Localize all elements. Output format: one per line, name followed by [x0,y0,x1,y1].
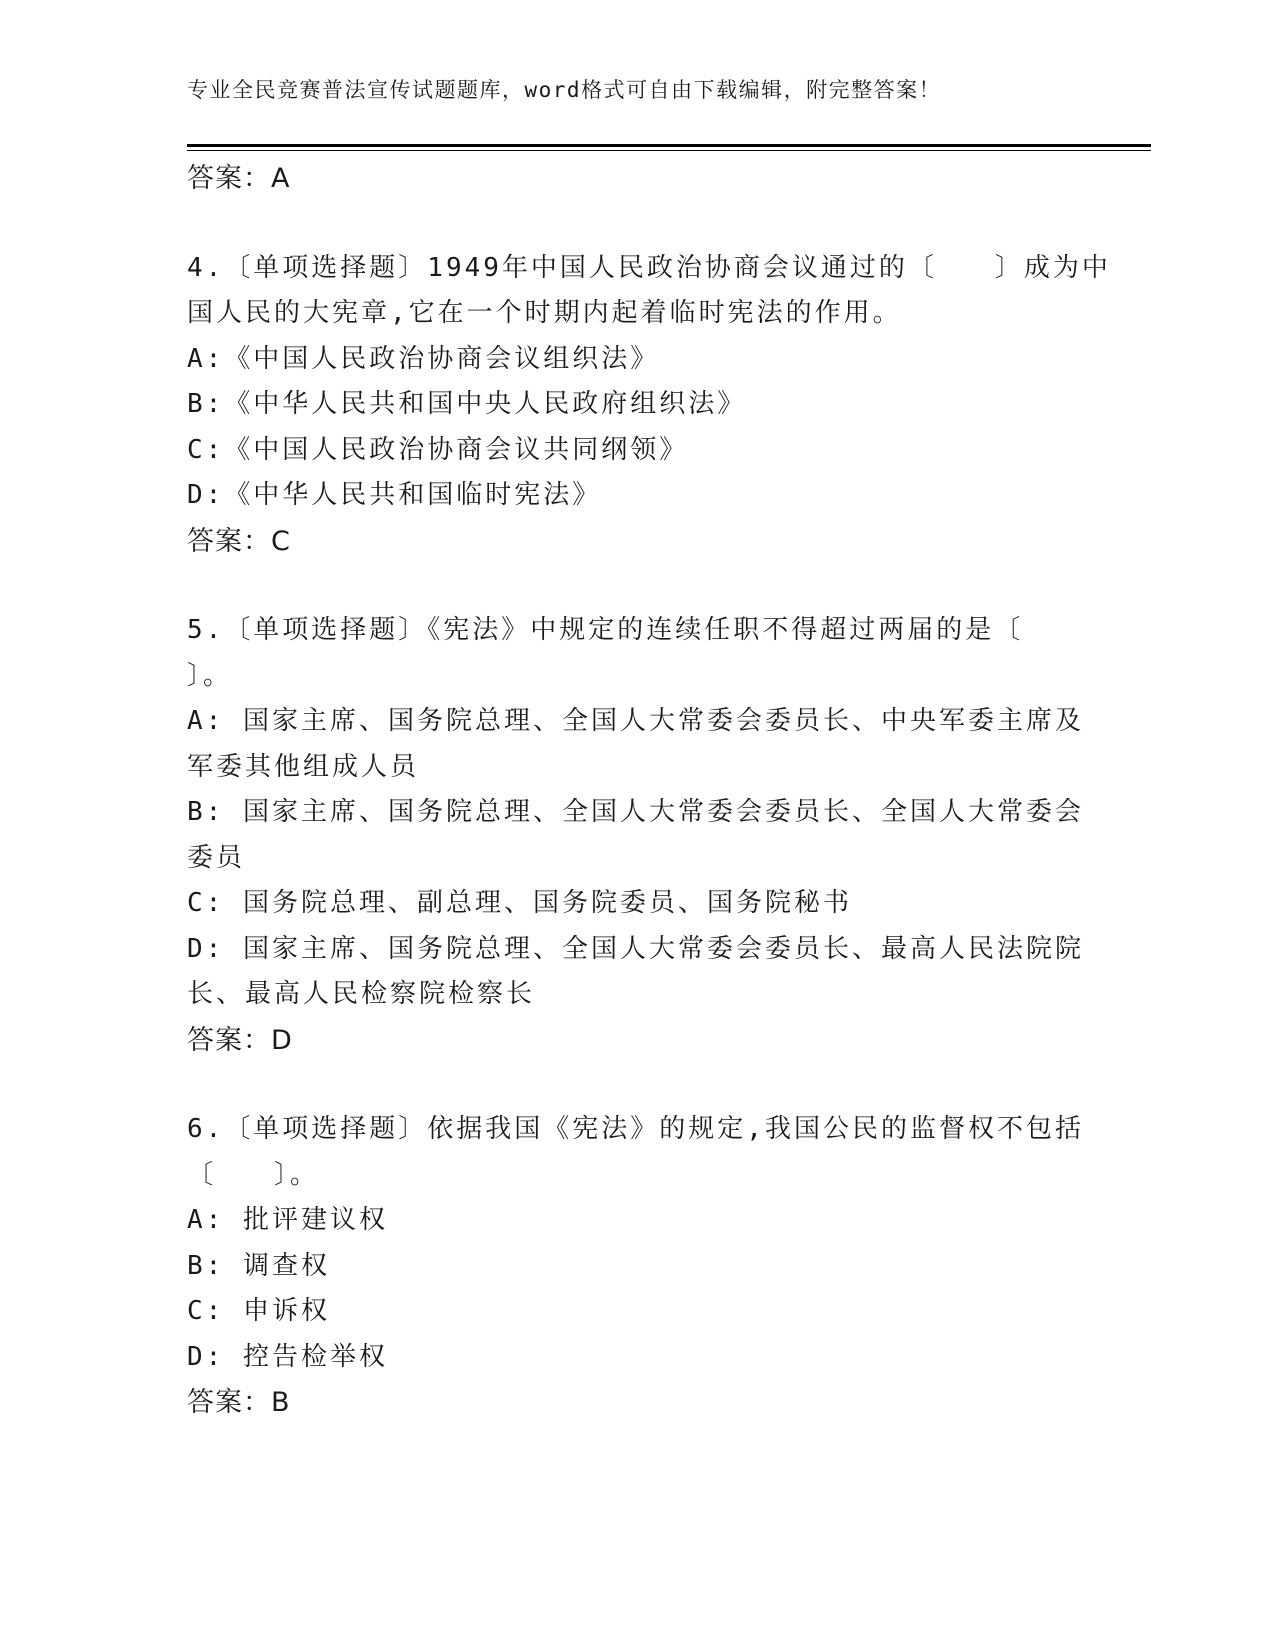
option-b: B: 国家主席、国务院总理、全国人大常委会委员长、全国人大常委会 [187,797,1084,827]
option-d: D: 控告检举权 [187,1341,388,1372]
option-c: C: 国务院总理、副总理、国务院委员、国务院秘书 [187,888,852,918]
option-b: B:《中华人民共和国中央人民政府组织法》 [187,389,747,419]
question-block [187,608,1087,1063]
document-content [187,156,1111,1426]
question-text: 〕。 [187,660,233,691]
question-block [187,246,1111,565]
answer-line: 答案：A [187,163,291,194]
question-text: 6.〔单项选择题〕依据我国《宪法》的规定,我国公民的监督权不包括 [187,1114,1084,1144]
spacer [187,202,1087,246]
question-block [187,1107,1087,1426]
option-c: C:《中国人民政治协商会议共同纲领》 [187,434,689,465]
page-header: 专业全民竞赛普法宣传试题题库，word格式可自由下载编辑，附完整答案！ [187,78,942,102]
question-text: 〔 〕。 [187,1159,320,1190]
option-a: A:《中国人民政治协商会议组织法》 [187,343,660,374]
option-a: A: 批评建议权 [187,1205,388,1235]
question-text: 5.〔单项选择题〕《宪法》中规定的连续任职不得超过两届的是〔 [187,615,1024,645]
answer-line: 答案：D [187,1024,293,1056]
option-c: C: 申诉权 [187,1296,330,1326]
question-text: 4.〔单项选择题〕1949年中国人民政治协商会议通过的〔 〕成为中 [187,252,1111,283]
option-d: D: 国家主席、国务院总理、全国人大常委会委员长、最高人民法院院 [187,933,1084,964]
question-text: 国人民的大宪章,它在一个时期内起着临时宪法的作用。 [187,298,902,328]
header-divider-thick [187,144,1151,147]
option-b: B: 调查权 [187,1250,330,1281]
option-d-continued: 长、最高人民检察院检察长 [187,979,536,1009]
option-a: A: 国家主席、国务院总理、全国人大常委会委员长、中央军委主席及 [187,706,1084,736]
option-d: D:《中华人民共和国临时宪法》 [187,480,602,510]
spacer [187,564,1087,608]
answer-line: 答案：C [187,525,291,557]
spacer [187,1063,1087,1107]
option-a-continued: 军委其他组成人员 [187,751,420,782]
answer-line: 答案：B [187,1387,291,1418]
header-divider-thin [187,150,1151,151]
option-b-continued: 委员 [187,842,246,873]
